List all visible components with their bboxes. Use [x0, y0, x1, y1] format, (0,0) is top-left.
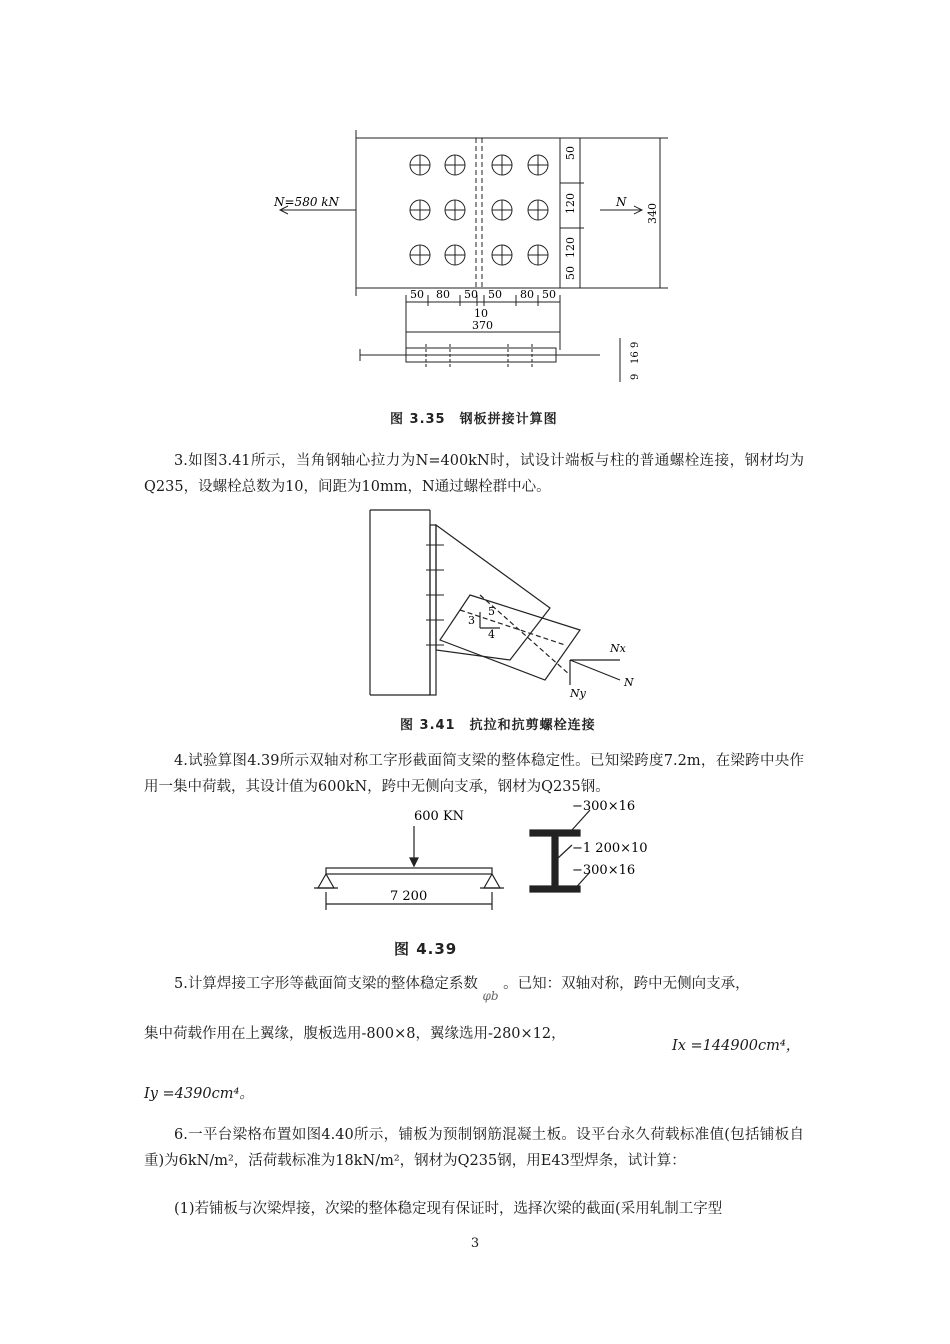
thickness-dims — [630, 342, 641, 380]
svg-text:50: 50 — [564, 146, 577, 160]
bolt-holes — [410, 155, 548, 265]
svg-text:80: 80 — [436, 288, 450, 301]
svg-text:9: 9 — [630, 341, 641, 348]
phi-b-symbol: φb — [482, 989, 499, 1003]
svg-text:120: 120 — [564, 193, 577, 214]
svg-text:80: 80 — [520, 288, 534, 301]
figure-4-39-caption: 图 4.39 — [394, 940, 458, 958]
svg-text:50: 50 — [542, 288, 556, 301]
svg-text:Nx: Nx — [610, 642, 626, 655]
figure-4-39 — [310, 800, 670, 930]
svg-text:−1 200×10: −1 200×10 — [572, 841, 648, 856]
question-3: 3.如图3.41所示，当角钢轴心拉力为N=400kN时，试设计端板与柱的普通螺栓连接，钢材均为Q235，设螺栓总数为10，间距为10mm，N通过螺栓群中心。 — [144, 453, 804, 495]
question-6-part-1: (1)若铺板与次梁焊接，次梁的整体稳定现有保证时，选择次梁的截面(采用轧制工字型 — [174, 1201, 723, 1217]
question-6: 6.一平台梁格布置如图4.40所示，铺板为预制钢筋混凝土板。设平台永久荷载标准值(包括铺板自重)为6kN/m²，活荷载标准为18kN/m²，钢材为Q235钢，用E43型焊条，试计算： — [144, 1127, 804, 1169]
svg-text:−300×16: −300×16 — [572, 863, 636, 878]
force-right-label: N — [616, 195, 627, 209]
force-left-label: N=580 kN — [274, 195, 340, 209]
figure-3-35-caption: 图 3.35 钢板拼接计算图 — [390, 412, 558, 427]
svg-text:4: 4 — [488, 628, 495, 641]
iy-formula: Iy =4390cm⁴。 — [144, 1086, 254, 1102]
svg-text:10: 10 — [474, 307, 488, 320]
ix-formula: Ix =144900cm⁴， — [672, 1038, 801, 1054]
question-4: 4.试验算图4.39所示双轴对称工字形截面简支梁的整体稳定性。已知梁跨度7.2m，在梁跨中央作用一集中荷载，其设计值为600kN，跨中无侧向支承，钢材为Q235钢。 — [144, 753, 804, 795]
figure-3-35 — [270, 120, 690, 420]
svg-text:−300×16: −300×16 — [572, 800, 636, 814]
svg-text:370: 370 — [472, 319, 493, 332]
svg-text:50: 50 — [488, 288, 502, 301]
figure-3-41 — [360, 500, 660, 700]
svg-text:16: 16 — [630, 351, 641, 364]
vertical-dims — [564, 146, 659, 280]
svg-text:50: 50 — [464, 288, 478, 301]
svg-text:50: 50 — [410, 288, 424, 301]
page-number: 3 — [470, 1236, 480, 1251]
span-label: 7 200 — [390, 889, 428, 904]
figure-3-41-caption: 图 3.41 抗拉和抗剪螺栓连接 — [400, 718, 596, 733]
svg-text:N: N — [624, 676, 634, 689]
svg-text:9: 9 — [630, 373, 641, 380]
svg-text:50: 50 — [564, 266, 577, 280]
question-5-line-1: 5.计算焊接工字形等截面简支梁的整体稳定系数 $_{\varphi b}$ 。已知：双轴对称，跨中无侧向支承， — [174, 976, 750, 1003]
svg-text:3: 3 — [468, 614, 475, 627]
svg-text:120: 120 — [564, 237, 577, 258]
question-5-line-2: 集中荷载作用在上翼缘，腹板选用-800×8，翼缘选用-280×12， — [144, 1026, 566, 1042]
load-label: 600 KN — [414, 809, 465, 824]
svg-text:340: 340 — [646, 203, 659, 224]
svg-text:5: 5 — [488, 605, 495, 618]
svg-text:Ny: Ny — [570, 687, 586, 700]
horizontal-dims — [410, 288, 556, 332]
